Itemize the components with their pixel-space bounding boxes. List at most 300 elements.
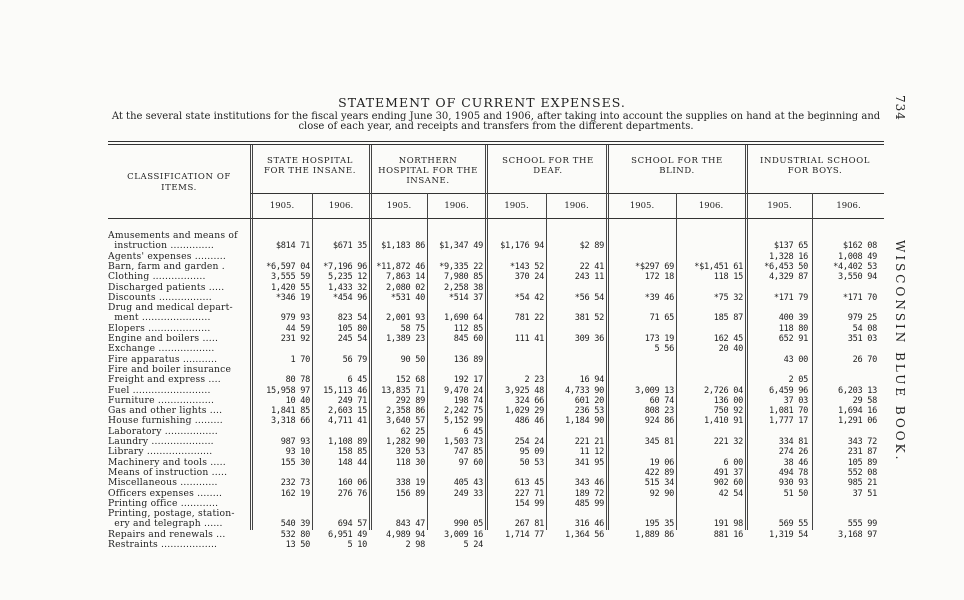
- row-value-cell: 29 58: [852, 395, 877, 406]
- row-value-cell: [425, 231, 483, 241]
- row-value-cell: *54 42: [514, 292, 544, 303]
- row-value-cell: 3,009 16: [444, 529, 483, 540]
- row-value-cell: 111 41: [514, 334, 544, 344]
- row-value-cell: 231 92: [280, 334, 310, 344]
- row-value-cell: [486, 283, 544, 293]
- table-row: [108, 447, 884, 457]
- row-value-cell: 11 12: [579, 447, 604, 458]
- classification-header: CLASSIFICATION OF ITEMS.: [127, 172, 231, 193]
- row-item-label: Miscellaneous ............: [108, 478, 218, 489]
- row-value-cell: *171 70: [842, 292, 877, 303]
- page-number: 734: [893, 95, 907, 121]
- row-value-cell: [252, 427, 310, 437]
- row-value-cell: [546, 427, 604, 437]
- row-value-cell: [685, 283, 743, 293]
- row-value-cell: 43 00: [783, 354, 808, 365]
- row-value-cell: 38 46: [783, 457, 808, 468]
- table-row: [108, 272, 884, 282]
- row-value-cell: 2,603 15: [328, 406, 367, 417]
- row-value-cell: 694 57: [337, 519, 367, 530]
- row-value-cell: 185 87: [713, 313, 743, 324]
- row-value-cell: 15,113 46: [323, 385, 367, 396]
- row-value-cell: 62 25: [400, 426, 425, 437]
- row-value-cell: [616, 252, 674, 262]
- table-row: [108, 427, 884, 437]
- row-value-cell: [616, 499, 674, 509]
- row-item-label: Fire apparatus ...........: [108, 354, 218, 365]
- row-value-cell: [546, 344, 604, 354]
- row-value-cell: *6,453 50: [764, 261, 808, 272]
- row-item-label: Clothing .................: [108, 272, 206, 283]
- row-value-cell: *4,402 53: [833, 261, 877, 272]
- row-value-cell: 148 44: [337, 457, 367, 468]
- page-subtitle: At the several state institutions for the fiscal years ending June 30, 1905 and 1906, after taking into account the supplies on hand at the beginning and close of each year, and receipts and transfers from the different departments.: [111, 111, 881, 132]
- row-item-label: House furnishing .........: [108, 416, 223, 427]
- row-value-cell: [616, 427, 674, 437]
- year-header: 1906.: [444, 201, 469, 211]
- row-item-label: Furniture ..................: [108, 395, 215, 406]
- row-value-cell: 3,318 66: [271, 416, 310, 427]
- row-item-label: Fire and boiler insurance: [108, 364, 232, 375]
- row-value-cell: 267 81: [514, 519, 544, 530]
- row-item-label: Exchange ..................: [108, 344, 215, 355]
- row-value-cell: [685, 324, 743, 334]
- row-value-cell: [685, 303, 743, 313]
- row-value-cell: [546, 540, 604, 550]
- row-value-cell: 112 85: [453, 323, 483, 334]
- row-value-cell: 20 40: [718, 344, 743, 355]
- row-value-cell: 2,258 38: [444, 282, 483, 293]
- row-value-cell: 44 59: [285, 323, 310, 334]
- row-value-cell: [546, 355, 604, 365]
- year-header: 1906.: [328, 201, 354, 211]
- table-top-rule: [108, 141, 884, 142]
- row-value-cell: 155 30: [280, 457, 310, 468]
- row-value-cell: 5,235 12: [328, 272, 367, 283]
- row-value-cell: 781 22: [514, 313, 544, 324]
- row-value-cell: [616, 447, 674, 457]
- table-top-rule-inner: [108, 144, 884, 145]
- table-row: [108, 519, 884, 529]
- table-row: [108, 468, 884, 478]
- row-value-cell: [367, 509, 425, 519]
- row-value-cell: 345 81: [644, 437, 674, 447]
- row-value-cell: 343 46: [574, 478, 604, 489]
- row-item-label: instruction ..............: [108, 241, 215, 252]
- row-value-cell: 491 37: [713, 467, 743, 478]
- row-value-cell: 95 09: [519, 447, 544, 458]
- row-value-cell: 4,329 87: [769, 272, 808, 283]
- row-value-cell: [486, 252, 544, 262]
- table-row: [108, 365, 884, 375]
- table-row: [108, 530, 884, 540]
- row-value-cell: [309, 365, 367, 375]
- row-value-cell: 249 33: [453, 488, 483, 499]
- table-row: [108, 375, 884, 385]
- row-value-cell: 3,640 57: [386, 416, 425, 427]
- row-value-cell: $671 35: [332, 241, 367, 252]
- row-value-cell: 93 10: [285, 447, 310, 458]
- row-value-cell: 136 89: [453, 354, 483, 365]
- row-value-cell: [546, 303, 604, 313]
- row-item-label: Machinery and tools .....: [108, 457, 226, 468]
- row-value-cell: [616, 231, 674, 241]
- row-value-cell: [252, 303, 310, 313]
- row-value-cell: 1 70: [290, 354, 310, 365]
- row-value-cell: 26 70: [852, 354, 877, 365]
- row-value-cell: 902 60: [713, 478, 743, 489]
- row-value-cell: 343 72: [847, 437, 877, 447]
- row-value-cell: 6,459 96: [769, 385, 808, 396]
- row-value-cell: [819, 509, 877, 519]
- row-value-cell: [486, 509, 544, 519]
- row-value-cell: [309, 499, 367, 509]
- row-value-cell: 58 75: [400, 323, 425, 334]
- row-value-cell: 485 99: [574, 498, 604, 509]
- row-value-cell: [819, 365, 877, 375]
- row-value-cell: [819, 499, 877, 509]
- row-value-cell: [616, 283, 674, 293]
- table-row: [108, 241, 884, 251]
- page-title: STATEMENT OF CURRENT EXPENSES.: [338, 95, 626, 110]
- row-value-cell: 987 93: [280, 437, 310, 447]
- row-value-cell: 54 08: [852, 323, 877, 334]
- row-value-cell: [546, 468, 604, 478]
- row-item-label: Agents' expenses ..........: [108, 251, 226, 262]
- row-value-cell: 118 30: [395, 457, 425, 468]
- row-value-cell: [486, 324, 544, 334]
- row-value-cell: 13 50: [285, 540, 310, 550]
- row-value-cell: 189 72: [574, 488, 604, 499]
- row-value-cell: 422 89: [644, 467, 674, 478]
- row-value-cell: 158 85: [337, 447, 367, 458]
- row-value-cell: 924 86: [644, 416, 674, 427]
- row-value-cell: [309, 231, 367, 241]
- row-value-cell: *143 52: [509, 261, 544, 272]
- row-value-cell: 37 51: [852, 488, 877, 499]
- row-value-cell: 747 85: [453, 447, 483, 458]
- row-value-cell: [367, 499, 425, 509]
- row-value-cell: 1,291 06: [838, 416, 877, 427]
- row-value-cell: [252, 344, 310, 354]
- year-header: 1906.: [698, 201, 724, 211]
- row-value-cell: 231 87: [847, 447, 877, 458]
- row-value-cell: 990 05: [453, 519, 483, 530]
- row-value-cell: [750, 365, 808, 375]
- row-value-cell: 136 00: [713, 395, 743, 406]
- row-item-label: Printing office ............: [108, 498, 219, 509]
- row-value-cell: [685, 375, 743, 385]
- row-value-cell: [309, 468, 367, 478]
- row-value-cell: $814 71: [275, 241, 310, 252]
- row-value-cell: 6 45: [463, 426, 483, 437]
- row-value-cell: [252, 365, 310, 375]
- row-value-cell: [309, 252, 367, 262]
- row-value-cell: [367, 468, 425, 478]
- row-value-cell: 90 50: [400, 354, 425, 365]
- row-value-cell: 276 76: [337, 488, 367, 499]
- row-value-cell: 1,364 56: [565, 529, 604, 540]
- table-row: [108, 406, 884, 416]
- row-value-cell: 515 34: [644, 478, 674, 489]
- row-value-cell: [819, 303, 877, 313]
- row-value-cell: 316 46: [574, 519, 604, 530]
- row-value-cell: [685, 355, 743, 365]
- table-row: [108, 509, 884, 519]
- row-value-cell: [819, 283, 877, 293]
- row-value-cell: 540 39: [280, 519, 310, 530]
- row-value-cell: *9,335 22: [439, 261, 483, 272]
- row-value-cell: 50 53: [519, 457, 544, 468]
- row-value-cell: [616, 303, 674, 313]
- row-value-cell: 555 99: [847, 519, 877, 530]
- row-value-cell: 823 54: [337, 313, 367, 324]
- row-value-cell: 192 17: [453, 375, 483, 386]
- table-row: [108, 252, 884, 262]
- row-value-cell: 15,958 97: [266, 385, 310, 396]
- table-row: [108, 324, 884, 334]
- row-value-cell: [486, 344, 544, 354]
- row-value-cell: 6 00: [723, 457, 743, 468]
- row-value-cell: 2 98: [405, 540, 425, 550]
- row-value-cell: 1,008 49: [838, 251, 877, 262]
- row-value-cell: 532 80: [280, 529, 310, 540]
- row-value-cell: [750, 499, 808, 509]
- row-value-cell: *514 37: [448, 292, 483, 303]
- row-item-label: Amusements and means of: [108, 231, 238, 241]
- row-value-cell: 1,889 86: [635, 529, 674, 540]
- row-item-label: Elopers ....................: [108, 323, 211, 334]
- row-value-cell: 221 21: [574, 437, 604, 447]
- row-value-cell: [616, 540, 674, 550]
- row-value-cell: 160 06: [337, 478, 367, 489]
- table-row: [108, 458, 884, 468]
- header-bottom-rule: [108, 218, 884, 219]
- row-value-cell: 9,470 24: [444, 385, 483, 396]
- row-value-cell: 7,863 14: [386, 272, 425, 283]
- table-row: [108, 293, 884, 303]
- row-value-cell: 486 46: [514, 416, 544, 427]
- row-item-label: Drug and medical depart-: [108, 303, 233, 314]
- row-value-cell: [367, 365, 425, 375]
- row-value-cell: 2,358 86: [386, 406, 425, 417]
- table-row: [108, 396, 884, 406]
- row-value-cell: [685, 540, 743, 550]
- row-item-label: Freight and express ....: [108, 375, 221, 386]
- row-item-label: ment ......................: [108, 313, 211, 324]
- row-value-cell: [616, 509, 674, 519]
- row-value-cell: 6,951 49: [328, 529, 367, 540]
- row-value-cell: 6,203 13: [838, 385, 877, 396]
- row-value-cell: 930 93: [778, 478, 808, 489]
- table-row: [108, 334, 884, 344]
- row-value-cell: 156 89: [395, 488, 425, 499]
- institution-header: SCHOOL FOR THE DEAF.: [502, 156, 594, 176]
- institution-header: INDUSTRIAL SCHOOL FOR BOYS.: [759, 156, 871, 176]
- year-header: 1905.: [269, 201, 295, 211]
- row-value-cell: 236 53: [574, 406, 604, 417]
- row-value-cell: [425, 303, 483, 313]
- row-value-cell: 843 47: [395, 519, 425, 530]
- row-value-cell: 3,009 13: [635, 385, 674, 396]
- row-value-cell: 97 60: [458, 457, 483, 468]
- row-value-cell: 1,328 16: [769, 251, 808, 262]
- row-value-cell: 2 05: [788, 375, 808, 386]
- row-value-cell: $2 89: [579, 241, 604, 252]
- row-value-cell: 80 78: [285, 375, 310, 386]
- row-value-cell: $1,347 49: [439, 241, 483, 252]
- row-value-cell: [252, 468, 310, 478]
- row-value-cell: 1,389 23: [386, 334, 425, 344]
- row-value-cell: 292 89: [395, 395, 425, 406]
- row-value-cell: 808 23: [644, 406, 674, 417]
- row-value-cell: [309, 427, 367, 437]
- row-value-cell: 979 93: [280, 313, 310, 324]
- row-value-cell: 245 54: [337, 334, 367, 344]
- year-header: 1906.: [836, 201, 861, 211]
- row-value-cell: 254 24: [514, 437, 544, 447]
- row-value-cell: [616, 375, 674, 385]
- row-value-cell: 351 03: [847, 334, 877, 344]
- row-value-cell: [750, 509, 808, 519]
- row-value-cell: 2,242 75: [444, 406, 483, 417]
- row-value-cell: 341 95: [574, 457, 604, 468]
- row-value-cell: 2,080 02: [386, 282, 425, 293]
- row-value-cell: [486, 355, 544, 365]
- row-value-cell: $137 65: [773, 241, 808, 252]
- table-row: [108, 386, 884, 396]
- table-row: [108, 478, 884, 488]
- row-value-cell: 1,319 54: [769, 529, 808, 540]
- row-value-cell: 274 26: [778, 447, 808, 458]
- row-value-cell: [750, 540, 808, 550]
- row-value-cell: [252, 231, 310, 241]
- row-value-cell: 243 11: [574, 272, 604, 283]
- row-value-cell: [685, 447, 743, 457]
- row-value-cell: 334 81: [778, 437, 808, 447]
- table-row: [108, 437, 884, 447]
- row-value-cell: 3,555 59: [271, 272, 310, 283]
- row-item-label: Barn, farm and garden .: [108, 261, 225, 272]
- institution-header: STATE HOSPITAL FOR THE INSANE.: [263, 156, 357, 176]
- row-value-cell: 227 71: [514, 488, 544, 499]
- row-value-cell: 5 56: [654, 344, 674, 355]
- row-value-cell: [685, 252, 743, 262]
- row-value-cell: $1,176 94: [500, 241, 544, 252]
- year-header: 1905.: [504, 201, 529, 211]
- row-value-cell: 881 16: [713, 529, 743, 540]
- row-value-cell: 56 79: [342, 354, 367, 365]
- row-value-cell: [425, 252, 483, 262]
- row-value-cell: 613 45: [514, 478, 544, 489]
- row-value-cell: 195 35: [644, 519, 674, 530]
- row-value-cell: [750, 303, 808, 313]
- row-value-cell: 118 15: [713, 272, 743, 283]
- row-value-cell: 4,733 90: [565, 385, 604, 396]
- row-value-cell: 652 91: [778, 334, 808, 344]
- row-value-cell: [486, 303, 544, 313]
- row-value-cell: 309 36: [574, 334, 604, 344]
- row-value-cell: 5 24: [463, 540, 483, 550]
- row-value-cell: 400 39: [778, 313, 808, 324]
- row-value-cell: 1,081 70: [769, 406, 808, 417]
- row-value-cell: 3,168 97: [838, 529, 877, 540]
- row-value-cell: [486, 427, 544, 437]
- row-value-cell: [367, 252, 425, 262]
- row-value-cell: 1,714 77: [505, 529, 544, 540]
- row-item-label: Fuel .........................: [108, 385, 211, 396]
- row-item-label: Laboratory .................: [108, 426, 218, 437]
- table-row: [108, 283, 884, 293]
- row-value-cell: 750 92: [713, 406, 743, 417]
- row-value-cell: [309, 344, 367, 354]
- row-value-cell: 370 24: [514, 272, 544, 283]
- row-value-cell: 569 55: [778, 519, 808, 530]
- year-header: 1906.: [564, 201, 589, 211]
- row-value-cell: 5,152 99: [444, 416, 483, 427]
- row-value-cell: 1,433 32: [328, 282, 367, 293]
- row-item-label: Laundry ....................: [108, 437, 214, 447]
- row-value-cell: [546, 509, 604, 519]
- row-value-cell: 1,777 17: [769, 416, 808, 427]
- row-value-cell: *7,196 96: [323, 261, 367, 272]
- row-value-cell: 1,503 73: [444, 437, 483, 447]
- row-value-cell: [750, 427, 808, 437]
- row-value-cell: [252, 252, 310, 262]
- row-value-cell: 4,711 41: [328, 416, 367, 427]
- table-row: [108, 303, 884, 313]
- row-value-cell: [425, 344, 483, 354]
- row-item-label: Library .....................: [108, 447, 213, 458]
- row-item-label: Printing, postage, station-: [108, 509, 235, 520]
- row-value-cell: [367, 344, 425, 354]
- row-value-cell: 3,925 48: [505, 385, 544, 396]
- row-value-cell: [750, 344, 808, 354]
- row-value-cell: 19 06: [649, 457, 674, 468]
- row-value-cell: 7,980 85: [444, 272, 483, 283]
- row-value-cell: 552 08: [847, 467, 877, 478]
- row-value-cell: 105 89: [847, 457, 877, 468]
- row-value-cell: [425, 509, 483, 519]
- row-item-label: Discounts .................: [108, 292, 212, 303]
- table-row: [108, 416, 884, 426]
- row-value-cell: 1,841 85: [271, 406, 310, 417]
- row-value-cell: 494 78: [778, 467, 808, 478]
- row-item-label: Means of instruction .....: [108, 467, 228, 478]
- row-value-cell: [546, 231, 604, 241]
- table-row: [108, 344, 884, 354]
- row-value-cell: 60 74: [649, 395, 674, 406]
- row-value-cell: 985 21: [847, 478, 877, 489]
- row-value-cell: 221 32: [713, 437, 743, 447]
- row-item-label: Engine and boilers .....: [108, 334, 219, 344]
- row-value-cell: 152 68: [395, 375, 425, 386]
- row-value-cell: 162 19: [280, 488, 310, 499]
- row-value-cell: 51 50: [783, 488, 808, 499]
- row-value-cell: 172 18: [644, 272, 674, 283]
- row-value-cell: *$1,451 61: [694, 261, 743, 272]
- row-value-cell: [819, 540, 877, 550]
- row-value-cell: 71 65: [649, 313, 674, 324]
- row-value-cell: [252, 509, 310, 519]
- row-value-cell: 6 45: [347, 375, 367, 386]
- row-value-cell: [367, 231, 425, 241]
- row-value-cell: 2,001 93: [386, 313, 425, 324]
- row-value-cell: 13,835 71: [381, 385, 425, 396]
- row-value-cell: [616, 324, 674, 334]
- row-value-cell: 1,694 16: [838, 406, 877, 417]
- row-value-cell: $162 08: [842, 241, 877, 252]
